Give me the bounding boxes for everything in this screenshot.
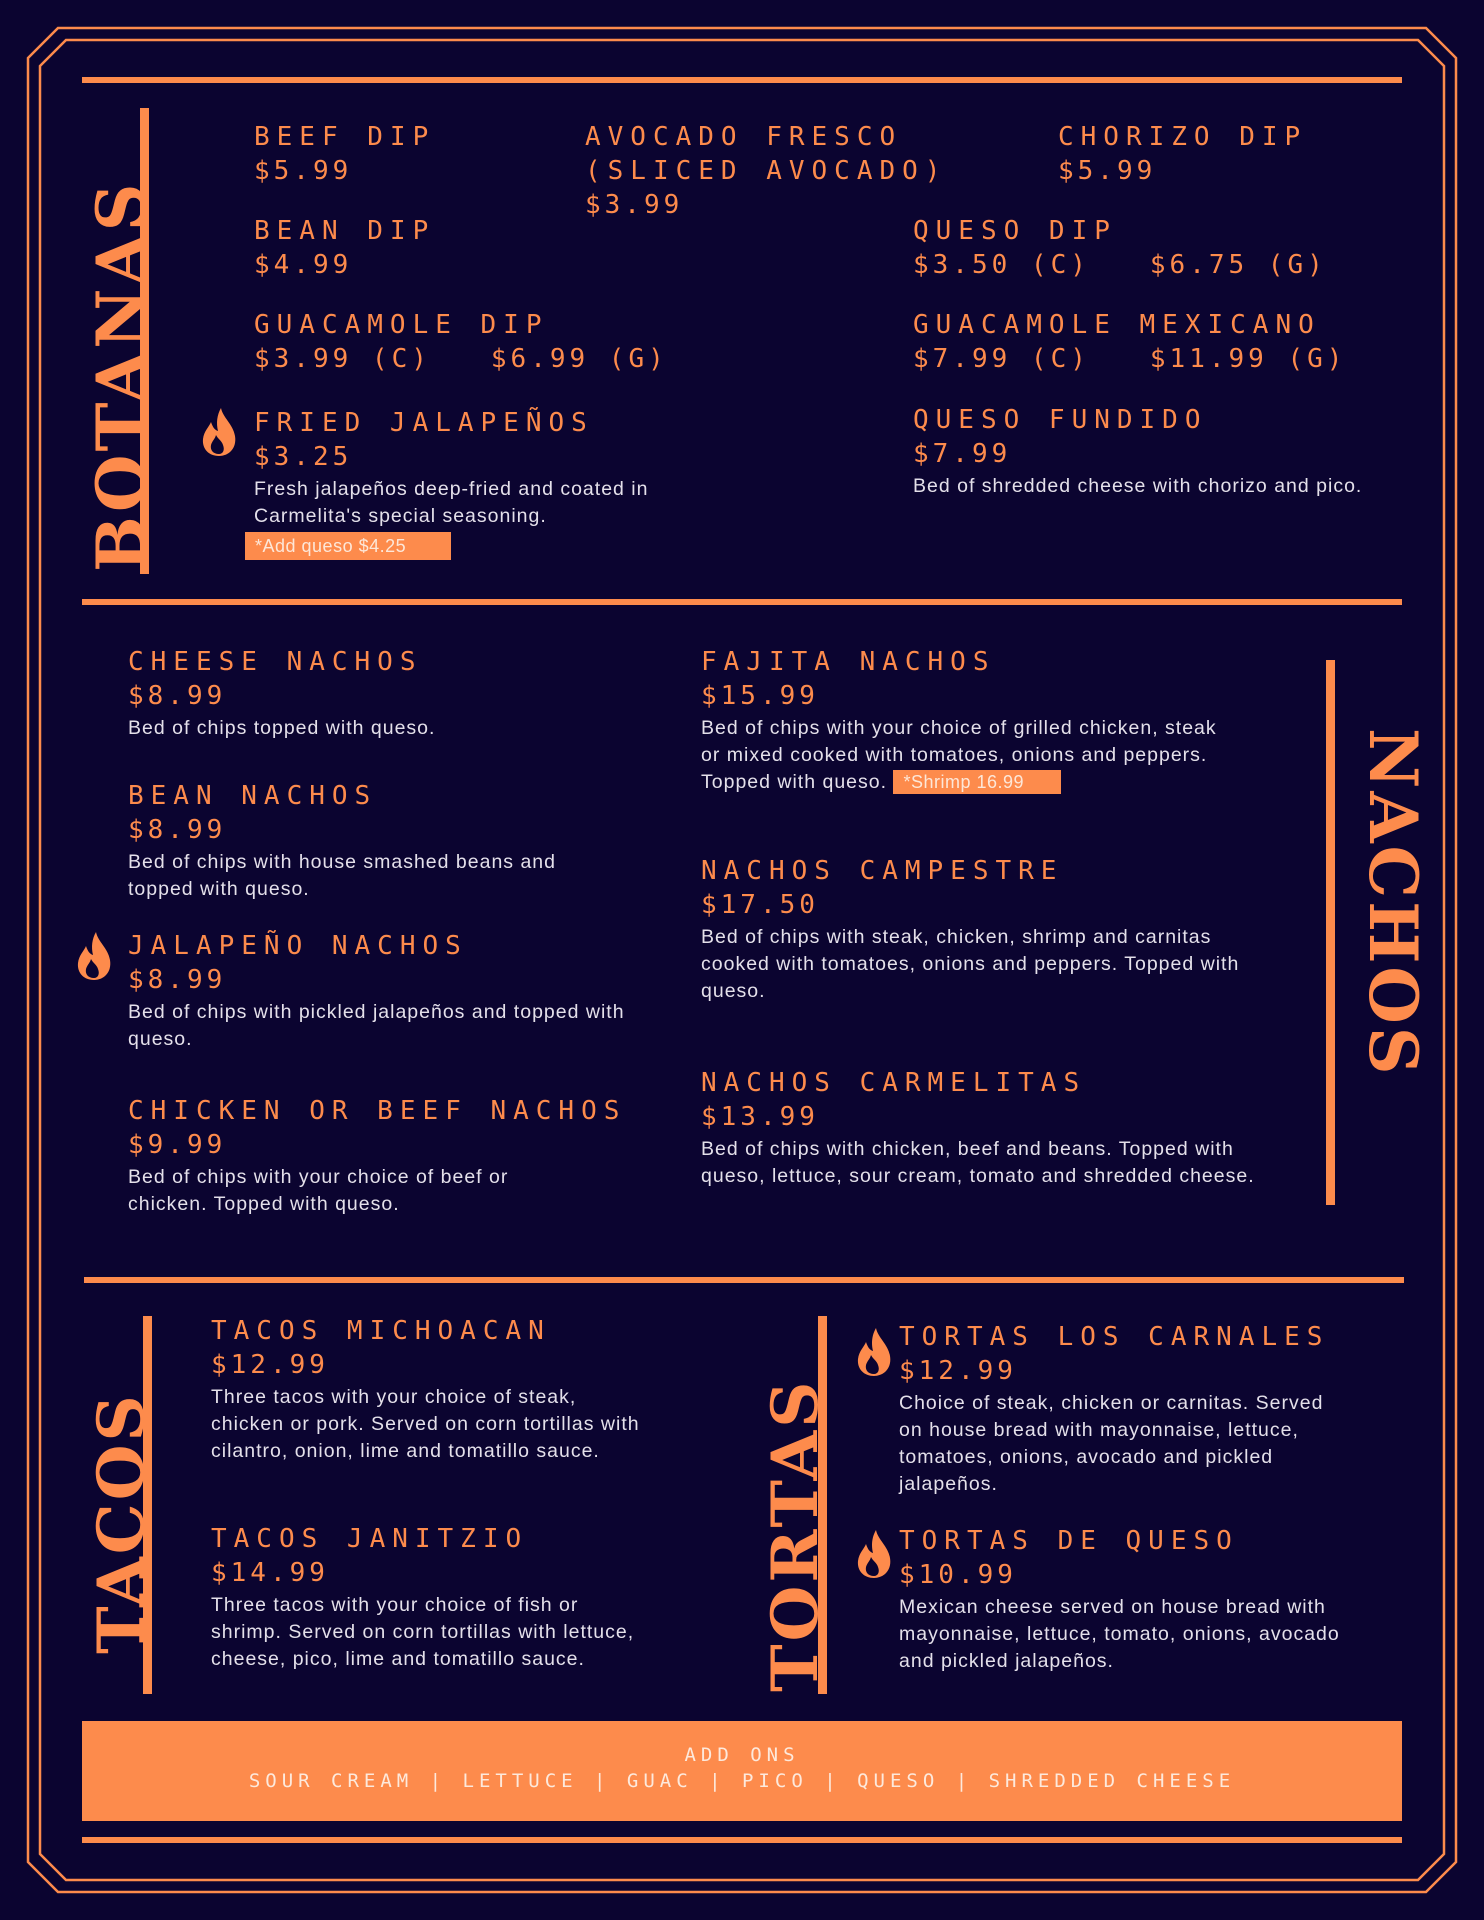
item-price-large: $6.75 (G) [1149, 250, 1327, 280]
item-price-small: $3.99 (C) [254, 344, 431, 374]
item-name: GUACAMOLE DIP [254, 310, 549, 340]
menu-item-beef-dip [254, 120, 435, 188]
item-description: Three tacos with your choice of fish or shrimp. Served on corn tortillas with lettuce, cheese, pico, lime and tomatillo sauce. [211, 1594, 635, 1670]
item-name: CHEESE NACHOS [128, 647, 423, 677]
item-description: Bed of chips with chicken, beef and beans. Topped with queso, lettuce, sour cream, tomato and shredded cheese. [701, 1138, 1255, 1187]
section-title-tortas: TORTAS [758, 1378, 833, 1692]
item-name: NACHOS CAMPESTRE [701, 856, 1064, 886]
item-price: $17.50 [701, 890, 819, 920]
menu-item-tortas-de-queso [899, 1524, 1359, 1675]
flame-icon [74, 930, 114, 982]
item-price-small: $7.99 (C) [913, 344, 1090, 374]
item-description-text: Bed of chips with your choice of grilled chicken, steak or mixed cooked with tomatoes, onions and peppers. Topped with queso. [701, 717, 1217, 793]
item-name: BEAN NACHOS [128, 781, 378, 811]
menu-item-avocado-fresco [585, 120, 947, 222]
item-price: $12.99 [211, 1350, 329, 1380]
item-price: $4.99 [254, 250, 353, 280]
menu-item-fried-jalapenos [254, 406, 724, 560]
menu-item-bean-nachos [128, 779, 628, 903]
item-description: Bed of chips topped with queso. [128, 717, 436, 739]
item-name: JALAPEÑO NACHOS [128, 931, 468, 961]
item-description: Bed of chips with steak, chicken, shrimp and carnitas cooked with tomatoes, onions and peppers. Topped with queso. [701, 926, 1240, 1002]
menu-item-guacamole-mexicano [913, 308, 1346, 376]
item-price-large: $6.99 (G) [490, 344, 668, 374]
divider-nachos-tacos [84, 1277, 1404, 1283]
item-price-small: $3.50 (C) [913, 250, 1090, 280]
item-name: CHICKEN OR BEEF NACHOS [128, 1096, 627, 1126]
item-description [701, 715, 1241, 796]
item-name: FRIED JALAPEÑOS [254, 408, 594, 438]
item-name: TORTAS DE QUESO [899, 1526, 1239, 1556]
item-description: Bed of shredded cheese with chorizo and pico. [913, 475, 1363, 497]
item-name: TACOS JANITZIO [211, 1524, 529, 1554]
menu-item-bean-dip [254, 214, 435, 282]
flame-icon [854, 1326, 894, 1378]
divider-botanas-nachos [82, 599, 1402, 605]
menu-item-tacos-michoacan [211, 1314, 651, 1465]
item-name: NACHOS CARMELITAS [701, 1068, 1087, 1098]
menu-item-nachos-campestre [701, 854, 1261, 1005]
menu-item-queso-fundido [913, 403, 1373, 500]
item-price: $9.99 [128, 1130, 227, 1160]
item-name: QUESO DIP [913, 216, 1117, 246]
menu-item-cheese-nachos [128, 645, 628, 742]
menu-item-tacos-janitzio [211, 1522, 651, 1673]
top-rule [82, 77, 1402, 83]
item-price: $8.99 [128, 815, 227, 845]
shrimp-upgrade-tag: *Shrimp 16.99 [893, 770, 1061, 794]
flame-icon [199, 406, 239, 458]
item-price-large: $11.99 (G) [1149, 344, 1347, 374]
item-description: Mexican cheese served on house bread with mayonnaise, lettuce, tomato, onions, avocado and pickled jalapeños. [899, 1596, 1340, 1672]
menu-item-queso-dip [913, 214, 1327, 282]
menu-item-chicken-beef-nachos [128, 1094, 688, 1218]
item-price: $15.99 [701, 681, 819, 711]
add-ons-title: ADD ONS [684, 1744, 800, 1766]
item-price: $12.99 [899, 1356, 1017, 1386]
item-price: $8.99 [128, 965, 227, 995]
item-price: $5.99 [1058, 156, 1157, 186]
item-name: CHORIZO DIP [1058, 122, 1308, 152]
item-price: $7.99 [913, 439, 1012, 469]
bottom-rule [82, 1837, 1402, 1843]
item-description: Bed of chips with your choice of beef or chicken. Topped with queso. [128, 1166, 509, 1215]
item-name: TORTAS LOS CARNALES [899, 1322, 1330, 1352]
item-price: $3.99 [585, 190, 684, 220]
item-name-subtitle: (SLICED AVOCADO) [585, 156, 948, 186]
section-title-nachos: NACHOS [1354, 728, 1432, 1078]
menu-item-guacamole-dip [254, 308, 668, 376]
section-title-botanas: BOTANAS [82, 180, 160, 572]
item-description: Bed of chips with pickled jalapeños and topped with queso. [128, 1001, 625, 1050]
menu-item-nachos-carmelitas [701, 1066, 1261, 1190]
item-description: Fresh jalapeños deep-fried and coated in Carmelita's special seasoning. [254, 478, 649, 527]
menu-item-chorizo-dip [1058, 120, 1307, 188]
item-name: AVOCADO FRESCO [585, 122, 903, 152]
item-name: FAJITA NACHOS [701, 647, 996, 677]
item-price: $10.99 [899, 1560, 1017, 1590]
item-name: TACOS MICHOACAN [211, 1316, 551, 1346]
menu-item-jalapeno-nachos [128, 929, 648, 1053]
item-description: Bed of chips with house smashed beans and topped with queso. [128, 851, 557, 900]
item-name: BEAN DIP [254, 216, 436, 246]
item-name: BEEF DIP [254, 122, 436, 152]
item-price: $5.99 [254, 156, 353, 186]
item-name: GUACAMOLE MEXICANO [913, 310, 1321, 340]
item-description: Choice of steak, chicken or carnitas. Served on house bread with mayonnaise, lettuce, tomatoes, onions, avocado and pickled jalapeños. [899, 1392, 1324, 1495]
nachos-bar [1326, 660, 1335, 1205]
item-price: $3.25 [254, 442, 353, 472]
item-price: $8.99 [128, 681, 227, 711]
menu-item-fajita-nachos [701, 645, 1261, 796]
flame-icon [854, 1528, 894, 1580]
add-ons-banner [82, 1721, 1402, 1821]
item-name: QUESO FUNDIDO [913, 405, 1208, 435]
item-price: $14.99 [211, 1558, 329, 1588]
item-price: $13.99 [701, 1102, 819, 1132]
section-title-tacos: TACOS [84, 1392, 159, 1654]
item-description: Three tacos with your choice of steak, chicken or pork. Served on corn tortillas with cilantro, onion, lime and tomatillo sauce. [211, 1386, 640, 1462]
menu-item-tortas-los-carnales [899, 1320, 1359, 1498]
add-queso-tag: *Add queso $4.25 [245, 532, 451, 560]
add-ons-list: SOUR CREAM | LETTUCE | GUAC | PICO | QUESO | SHREDDED CHEESE [248, 1770, 1236, 1792]
